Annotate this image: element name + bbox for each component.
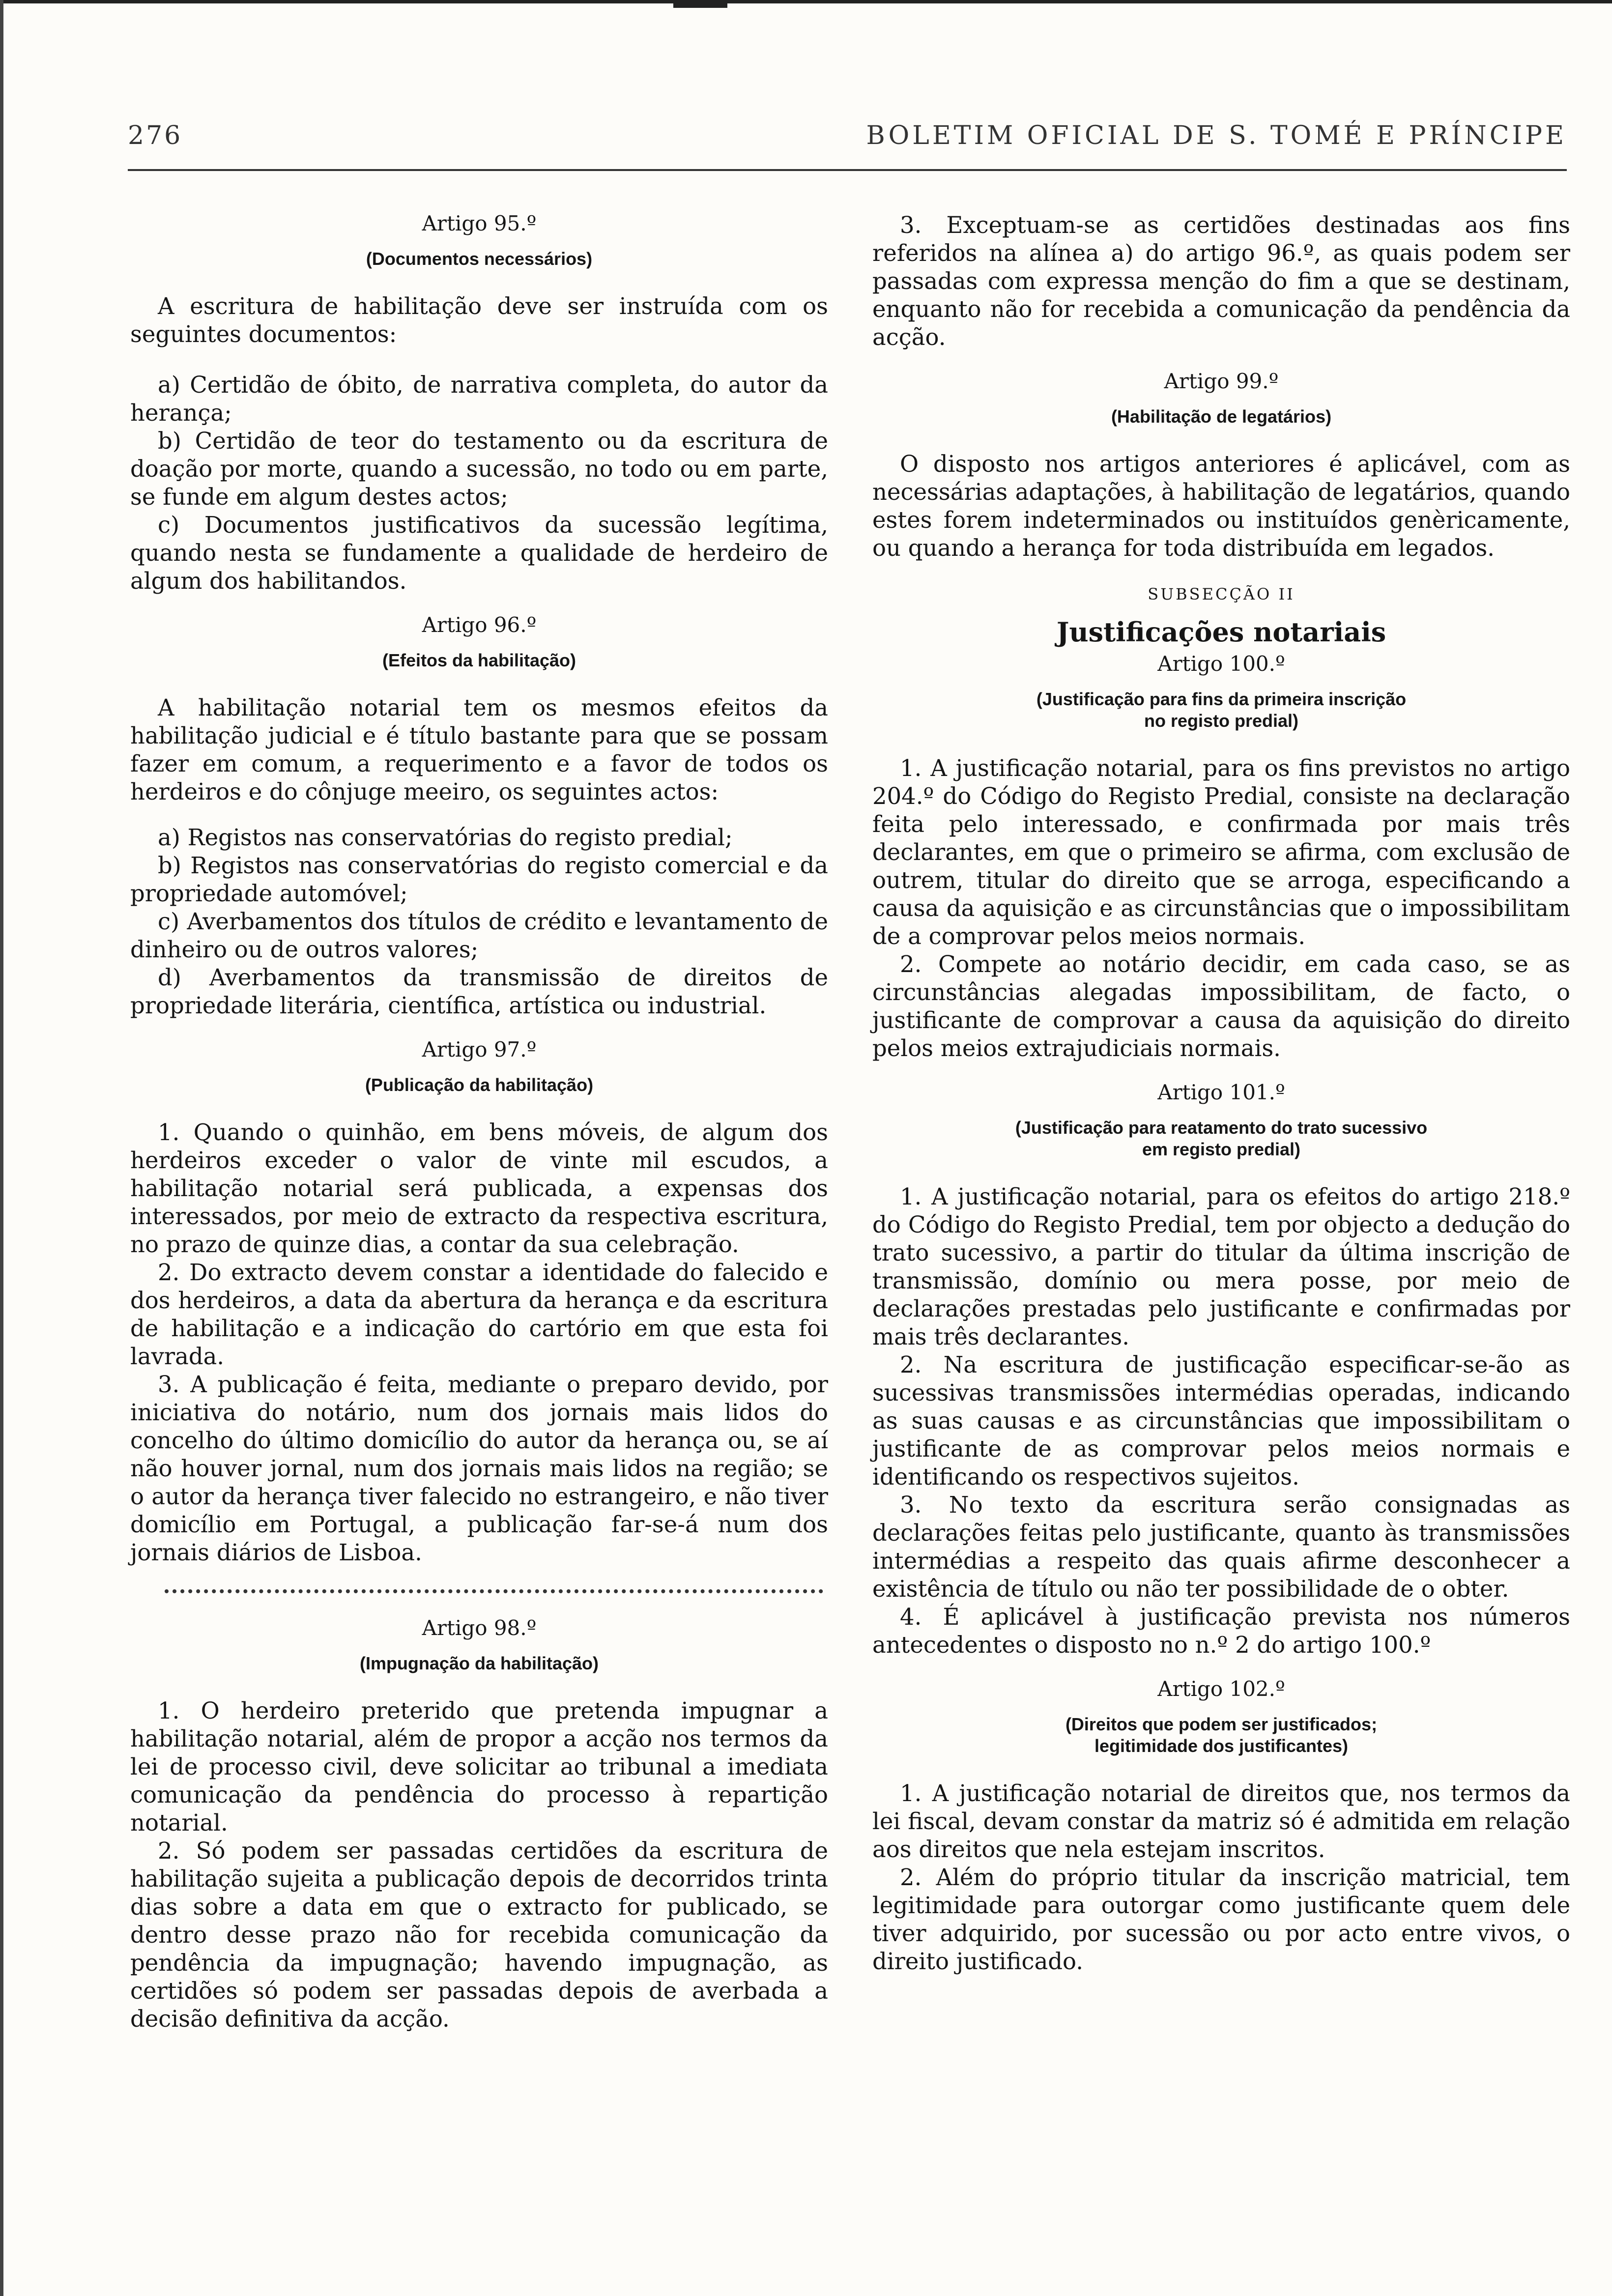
article-96-heading: Artigo 96.º: [422, 613, 537, 637]
article-97-paragraph-2: 2. Do extracto devem constar a identidade do falecido e dos herdeiros, a data da abertura da herança e da escritura de habilitação e a indicação do cartório em que esta foi lavrada.: [130, 1259, 828, 1370]
article-102-title-line-2: legitimidade dos justificantes): [1094, 1736, 1349, 1756]
subsection-label: SUBSECÇÃO II: [1148, 585, 1295, 603]
article-95-title: (Documentos necessários): [366, 249, 593, 269]
article-95-item-c: c) Documentos justificativos da sucessão legítima, quando nesta se fundamente a qualidade de herdeiro de algum dos habilitandos.: [130, 512, 828, 594]
article-101-paragraph-3: 3. No texto da escritura serão consignadas as declarações feitas pelo justificante, quanto às transmissões intermédias a respeito das quais afirme desconhecer a existência de título ou não ter possibilidade de o obter.: [872, 1492, 1570, 1602]
article-100-paragraph-2: 2. Compete ao notário decidir, em cada caso, se as circunstâncias alegadas impossibilitam, de facto, o justificante de comprovar a causa da aquisição do direito pelos meios extrajudiciais normais.: [872, 951, 1570, 1062]
article-102-paragraph-1: 1. A justificação notarial de direitos que, nos termos da lei fiscal, devam constar da matriz só é admitida em relação aos direitos que nela estejam inscritos.: [872, 1780, 1570, 1863]
article-101-heading: Artigo 101.º: [1157, 1080, 1285, 1104]
header-rule: [128, 169, 1567, 171]
article-102-heading: Artigo 102.º: [1157, 1677, 1285, 1701]
article-99-heading: Artigo 99.º: [1164, 369, 1279, 393]
article-96-item-b: b) Registos nas conservatórias do registo comercial e da propriedade automóvel;: [130, 852, 828, 907]
left-column: [130, 211, 828, 2033]
article-100-title-line-1: (Justificação para fins da primeira inscrição: [1036, 689, 1407, 709]
article-98-paragraph-3: 3. Exceptuam-se as certidões destinadas aos fins referidos na alínea a) do artigo 96.º, as quais podem ser passadas com expressa menção do fim a que se destinam, enquanto não for recebida a comunicação da pendência da acção.: [872, 212, 1570, 350]
article-99-paragraph: O disposto nos artigos anteriores é aplicável, com as necessárias adaptações, à habilitação de legatários, quando estes forem indeterminados ou instituídos genèricamente, ou quando a herança for toda distribuída em legados.: [872, 451, 1570, 561]
left-scan-edge: [0, 0, 3, 2296]
article-98-title: (Impugnação da habilitação): [359, 1653, 599, 1673]
article-97-heading: Artigo 97.º: [422, 1037, 537, 1062]
article-96-item-a: a) Registos nas conservatórias do registo predial;: [158, 824, 733, 851]
top-border-mark: [673, 0, 727, 8]
journal-title: BOLETIM OFICIAL DE S. TOMÉ E PRÍNCIPE: [866, 121, 1567, 150]
article-100-heading: Artigo 100.º: [1157, 652, 1285, 676]
article-100-title-line-2: no registo predial): [1144, 711, 1299, 731]
top-border-rule: [0, 0, 1612, 3]
article-97-paragraph-3: 3. A publicação é feita, mediante o preparo devido, por iniciativa do notário, num dos jornais mais lidos do concelho do último domicílio do autor da herança ou, se aí não houver jornal, num dos jornais mais lidos na região; se o autor da herança tiver falecido no estrangeiro, e não tiver domicílio em Portugal, a publicação far-se-á num dos jornais diários de Lisboa.: [130, 1371, 828, 1566]
dotted-separator: [165, 1589, 823, 1593]
article-101-paragraph-4: 4. É aplicável à justificação prevista nos números antecedentes o disposto no n.º 2 do artigo 100.º: [872, 1604, 1570, 1658]
article-98-paragraph-1: 1. O herdeiro preterido que pretenda impugnar a habilitação notarial, além de propor a acção nos termos da lei de processo civil, deve solicitar ao tribunal a imediata comunicação da pendência do processo à repartição notarial.: [130, 1697, 828, 1836]
article-99-title: (Habilitação de legatários): [1111, 406, 1332, 427]
right-column: [872, 211, 1570, 1976]
article-102-paragraph-2: 2. Além do próprio titular da inscrição matricial, tem legitimidade para outorgar como justificante quem dele tiver adquirido, por sucessão ou por acto entre vivos, o direito justificado.: [872, 1864, 1570, 1975]
article-102-title-line-1: (Direitos que podem ser justificados;: [1065, 1714, 1378, 1734]
article-97-paragraph-1: 1. Quando o quinhão, em bens móveis, de algum dos herdeiros exceder o valor de vinte mil escudos, a habilitação notarial será publicada, a expensas dos interessados, por meio de extracto da respectiva escritura, no prazo de quinze dias, a contar da sua celebração.: [130, 1119, 828, 1258]
article-96-intro: A habilitação notarial tem os mesmos efeitos da habilitação judicial e é título bastante para que se possam fazer em comum, a requerimento e a favor de todos os herdeiros e do cônjuge meeiro, os seguintes actos:: [130, 694, 828, 805]
article-96-item-d: d) Averbamentos da transmissão de direitos de propriedade literária, científica, artística ou industrial.: [130, 964, 828, 1019]
article-96-item-c: c) Averbamentos dos títulos de crédito e levantamento de dinheiro ou de outros valores;: [130, 908, 828, 963]
article-101-title-line-1: (Justificação para reatamento do trato sucessivo: [1015, 1118, 1428, 1138]
article-98-paragraph-2: 2. Só podem ser passadas certidões da escritura de habilitação sujeita a publicação depois de decorridos trinta dias sobre a data em que o extracto for publicado, se dentro desse prazo não for recebida comunicação da pendência da impugnação; havendo impugnação, as certidões só podem ser passadas depois de averbada a decisão definitiva da acção.: [130, 1837, 828, 2032]
article-96-title: (Efeitos da habilitação): [382, 650, 576, 670]
article-101-title-line-2: em registo predial): [1142, 1139, 1301, 1159]
article-95-intro: A escritura de habilitação deve ser instruída com os seguintes documentos:: [130, 293, 828, 347]
article-98-heading: Artigo 98.º: [422, 1616, 537, 1640]
article-95-heading: Artigo 95.º: [422, 211, 537, 235]
article-95-item-b: b) Certidão de teor do testamento ou da escritura de doação por morte, quando a sucessão, no todo ou em parte, se funde em algum destes actos;: [130, 428, 828, 510]
article-100-paragraph-1: 1. A justificação notarial, para os fins previstos no artigo 204.º do Código do Registo Predial, consiste na declaração feita pelo interessado, e confirmada por mais três declarantes, em que o primeiro se afirma, com exclusão de outrem, titular do direito que se arroga, especificando a causa da aquisição e as circunstâncias que o impossibilitam de a comprovar pelos meios normais.: [872, 755, 1570, 949]
article-97-title: (Publicação da habilitação): [365, 1075, 594, 1095]
article-95-item-a: a) Certidão de óbito, de narrativa completa, do autor da herança;: [130, 372, 828, 426]
page-number: 276: [128, 121, 183, 150]
article-101-paragraph-1: 1. A justificação notarial, para os efeitos do artigo 218.º do Código do Registo Predial, tem por objecto a dedução do trato sucessivo, a partir do titular da última inscrição de transmissão, domínio ou mera posse, por meio de declarações prestadas pelo justificante e confirmadas por mais três declarantes.: [872, 1183, 1570, 1350]
subsection-title: Justificações notariais: [1056, 616, 1386, 648]
article-101-paragraph-2: 2. Na escritura de justificação especificar-se-ão as sucessivas transmissões intermédias operadas, indicando as suas causas e as circunstâncias que impossibilitam o justificante de as comprovar pelos meios normais e identificando os respectivos sujeitos.: [872, 1351, 1570, 1490]
